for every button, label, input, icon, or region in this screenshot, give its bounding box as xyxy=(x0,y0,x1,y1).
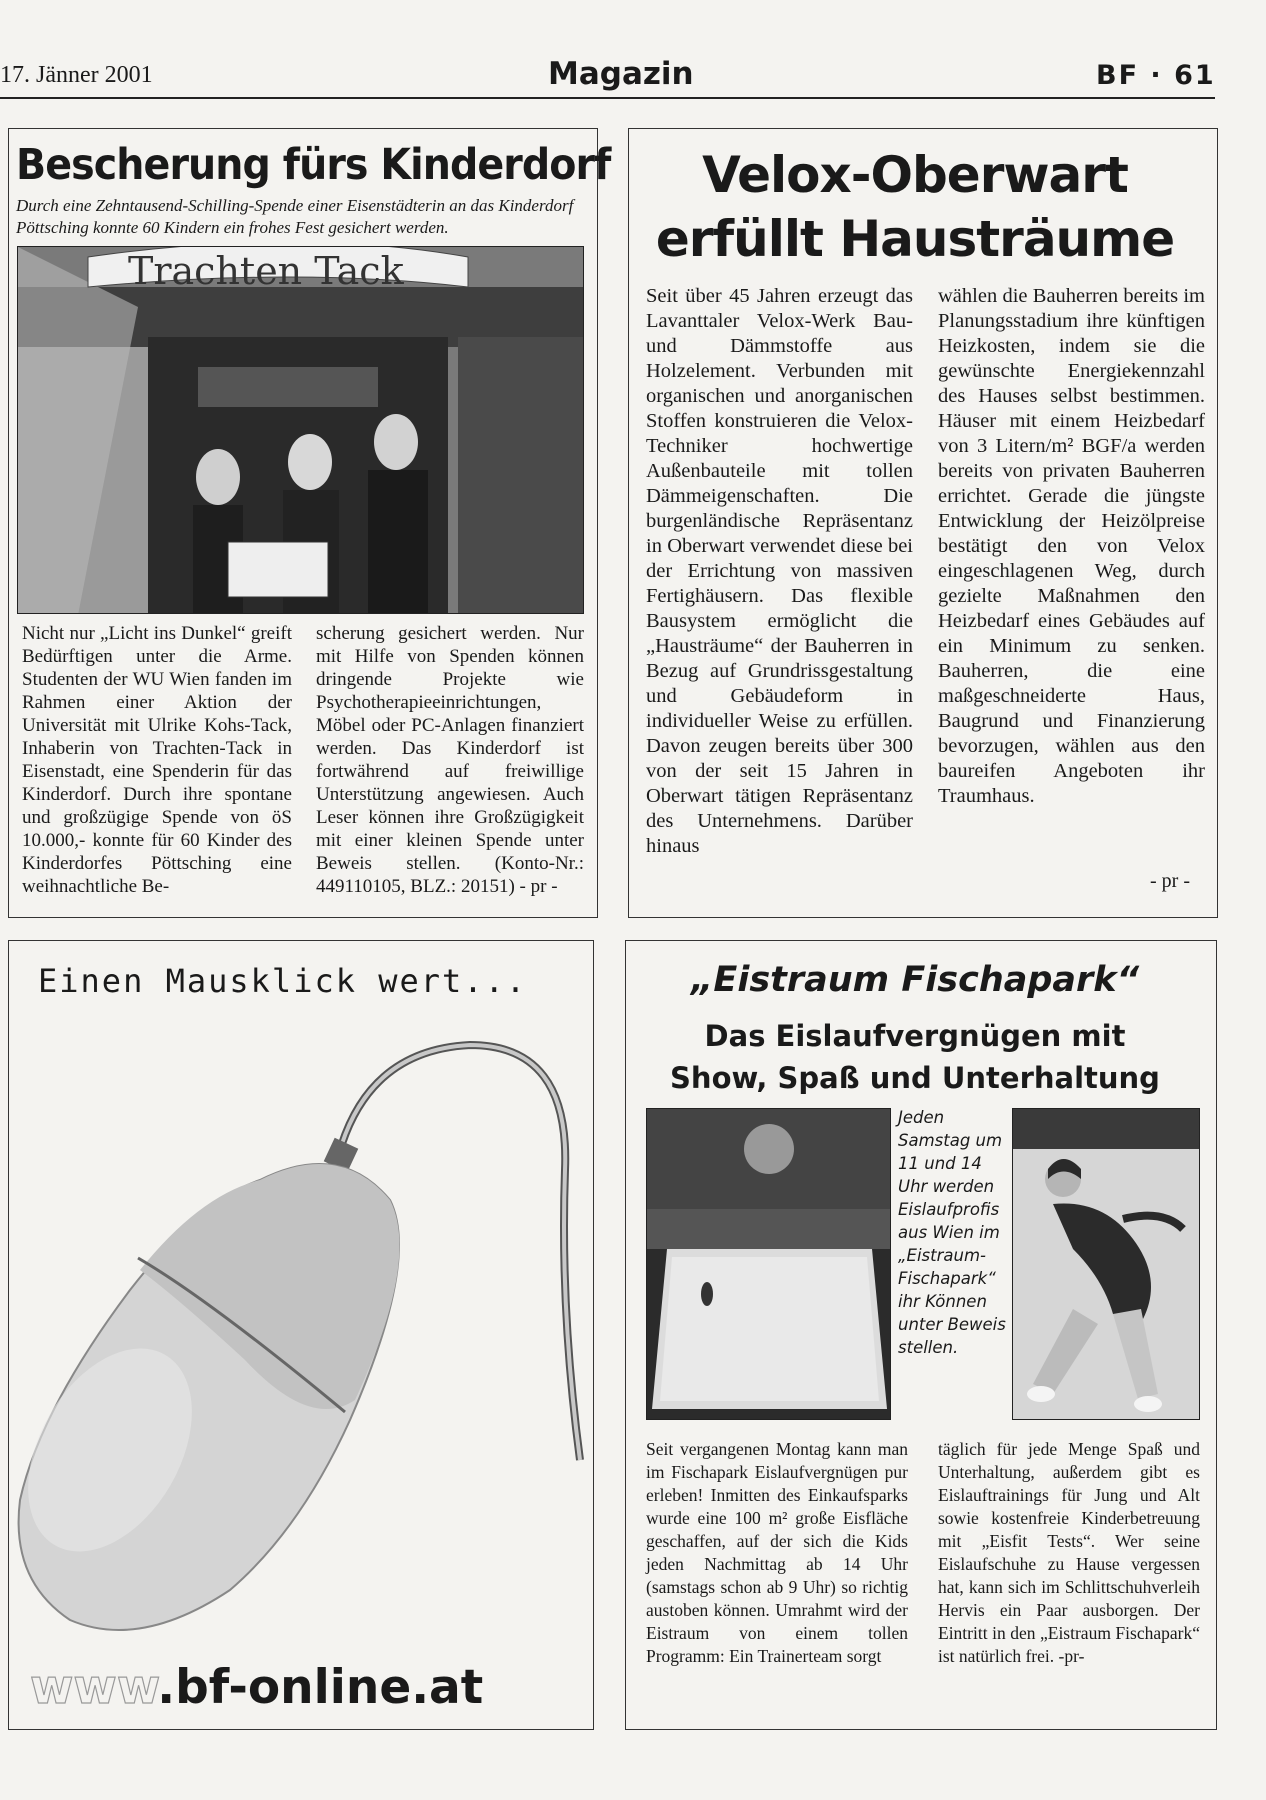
skater-photo xyxy=(1012,1108,1200,1420)
shop-photo xyxy=(17,246,584,614)
article-eistraum-col2: täglich für jede Menge Spaß und Unterhaltung, außerdem gibt es Eislauftrainings für Jung und Alt sowie kostenfreie Kinderbetreuung mit „Eisfit Tests“. Wer seine Eislaufschuhe zu Hause vergessen hat, kann sich im Schlittschuhverleih Hervis ein Paar ausborgen. Der Eintritt in den „Eistraum Fischapark“ ist natürlich frei. -pr- xyxy=(938,1439,1200,1666)
article-kinderdorf-title: Bescherung fürs Kinderdorf xyxy=(16,140,611,190)
article-velox-col2: wählen die Bauherren bereits im Planungsstadium ihre künftigen Heizkosten, indem sie die gewünschte Energiekennzahl des Hauses selbst bestimmen. Häuser mit einem Heizbedarf von 3 Litern/m² BGF/a werden bereits von privaten Bauherren errichtet. Gerade die jüngste Entwicklung der Heizölpreise bestätigt den von Velox eingeschlagenen Weg, durch gezielte Maßnahmen den Heizbedarf eines Gebäudes auf ein Minimum zu senken. Bauherren, die eine maßgeschneiderte Haus, Baugrund und Finanzierung bevorzugen, wählen aus den baureifen Angeboten ihr Traumhaus. xyxy=(938,285,1205,807)
article-velox-signoff: - pr - xyxy=(1150,870,1190,892)
skater-image xyxy=(1013,1109,1200,1420)
article-eistraum-subtitle-line2: Show, Spaß und Unterhaltung xyxy=(670,1061,1160,1095)
shop-sign: Trachten Tack xyxy=(128,249,404,293)
issue-date: 17. Jänner 2001 xyxy=(0,62,153,88)
article-eistraum-col1: Seit vergangenen Montag kann man im Fischapark Eislaufvergnügen pur erleben! Inmitten des Einkaufsparks wurde eine 100 m² große Eisfläche geschaffen, auf der sich die Kids jeden Nachmittag ab 14 Uhr (samstags schon ab 9 Uhr) so richtig austoben können. Umrahmt wird der Eistraum von einem tollen Programm: Ein Trainerteam sorgt xyxy=(646,1439,908,1666)
article-velox-col1: Seit über 45 Jahren erzeugt das Lavanttaler Velox-Werk Bau- und Dämmstoffe aus Holzelement. Verbunden mit organischen und anorganischen Stoffen konstruieren die Velox-Techniker hochwertige Außenbauteile mit tollen Dämmeigenschaften. Die burgenländische Repräsentanz in Oberwart verwendet diese bei der Errichtung von massiven Fertighäusern. Das flexible Bausystem ermöglicht die „Hausträume“ der Bauherren in Bezug auf Grundrissgestaltung und Gebäudeform in individueller Weise zu erfüllen. Davon zeugen bereits über 300 von der seit 15 Jahren in Oberwart tätigen Repräsentanz des Unternehmens. Darüber hinaus xyxy=(646,285,913,857)
ad-url[interactable] xyxy=(30,1660,483,1715)
article-velox-title-line1: Velox-Oberwart xyxy=(702,146,1128,204)
section-title: Magazin xyxy=(548,56,694,92)
ice-rink-photo xyxy=(646,1108,891,1420)
article-velox-title-line2: erfüllt Hausträume xyxy=(655,210,1175,268)
header-rule xyxy=(0,97,1215,99)
article-velox-title xyxy=(630,143,1200,271)
ad-url-prefix: www xyxy=(30,1660,158,1715)
article-eistraum-subtitle xyxy=(625,1015,1205,1099)
ad-headline: Einen Mausklick wert... xyxy=(38,962,528,1000)
article-kinderdorf-subtitle: Durch eine Zehntausend-Schilling-Spende einer Eisenstädterin an das Kinderdorf Pöttsching konnte 60 Kindern ein frohes Fest gesichert werden. xyxy=(16,196,574,237)
article-kinderdorf-col1: Nicht nur „Licht ins Dunkel“ greift Bedürftigen unter die Arme. Studenten der WU Wien fanden im Rahmen einer Aktion der Universität mit Ulrike Kohs-Tack, Inhaberin von Trachten-Tack in Eisenstadt, eine Spenderin für das Kinderdorf. Durch ihre spontane und großzügige Spende von öS 10.000,- konnte für 60 Kinder des Kinderdorfes Pöttsching eine weihnachtliche Be- xyxy=(22,623,292,897)
page-number: BF · 61 xyxy=(1096,60,1216,91)
ice-rink-image xyxy=(647,1109,891,1420)
article-eistraum-title: „Eistraum Fischapark“ xyxy=(690,960,1140,1000)
photo-caption: Jeden Samstag um 11 und 14 Uhr werden Eislaufprofis aus Wien im „Eistraum-Fischapark“ ihr Können unter Beweis stellen. xyxy=(898,1108,1006,1357)
article-kinderdorf-col2: scherung gesichert werden. Nur mit Hilfe von Spenden können dringende Projekte wie Psychotherapieeinrichtungen, Möbel oder PC-Anlagen finanziert werden. Das Kinderdorf ist fortwährend auf freiwillige Unterstützung angewiesen. Auch Leser können ihre Großzügigkeit mit einer kleinen Spende unter Beweis stellen. (Konto-Nr.: 449110105, BLZ.: 20151) - pr - xyxy=(316,623,584,897)
article-eistraum-subtitle-line1: Das Eislaufvergnügen mit xyxy=(704,1019,1126,1053)
computer-mouse-icon xyxy=(10,1030,593,1650)
ad-url-domain: .bf-online.at xyxy=(157,1660,484,1715)
shop-photo-image xyxy=(18,247,584,614)
